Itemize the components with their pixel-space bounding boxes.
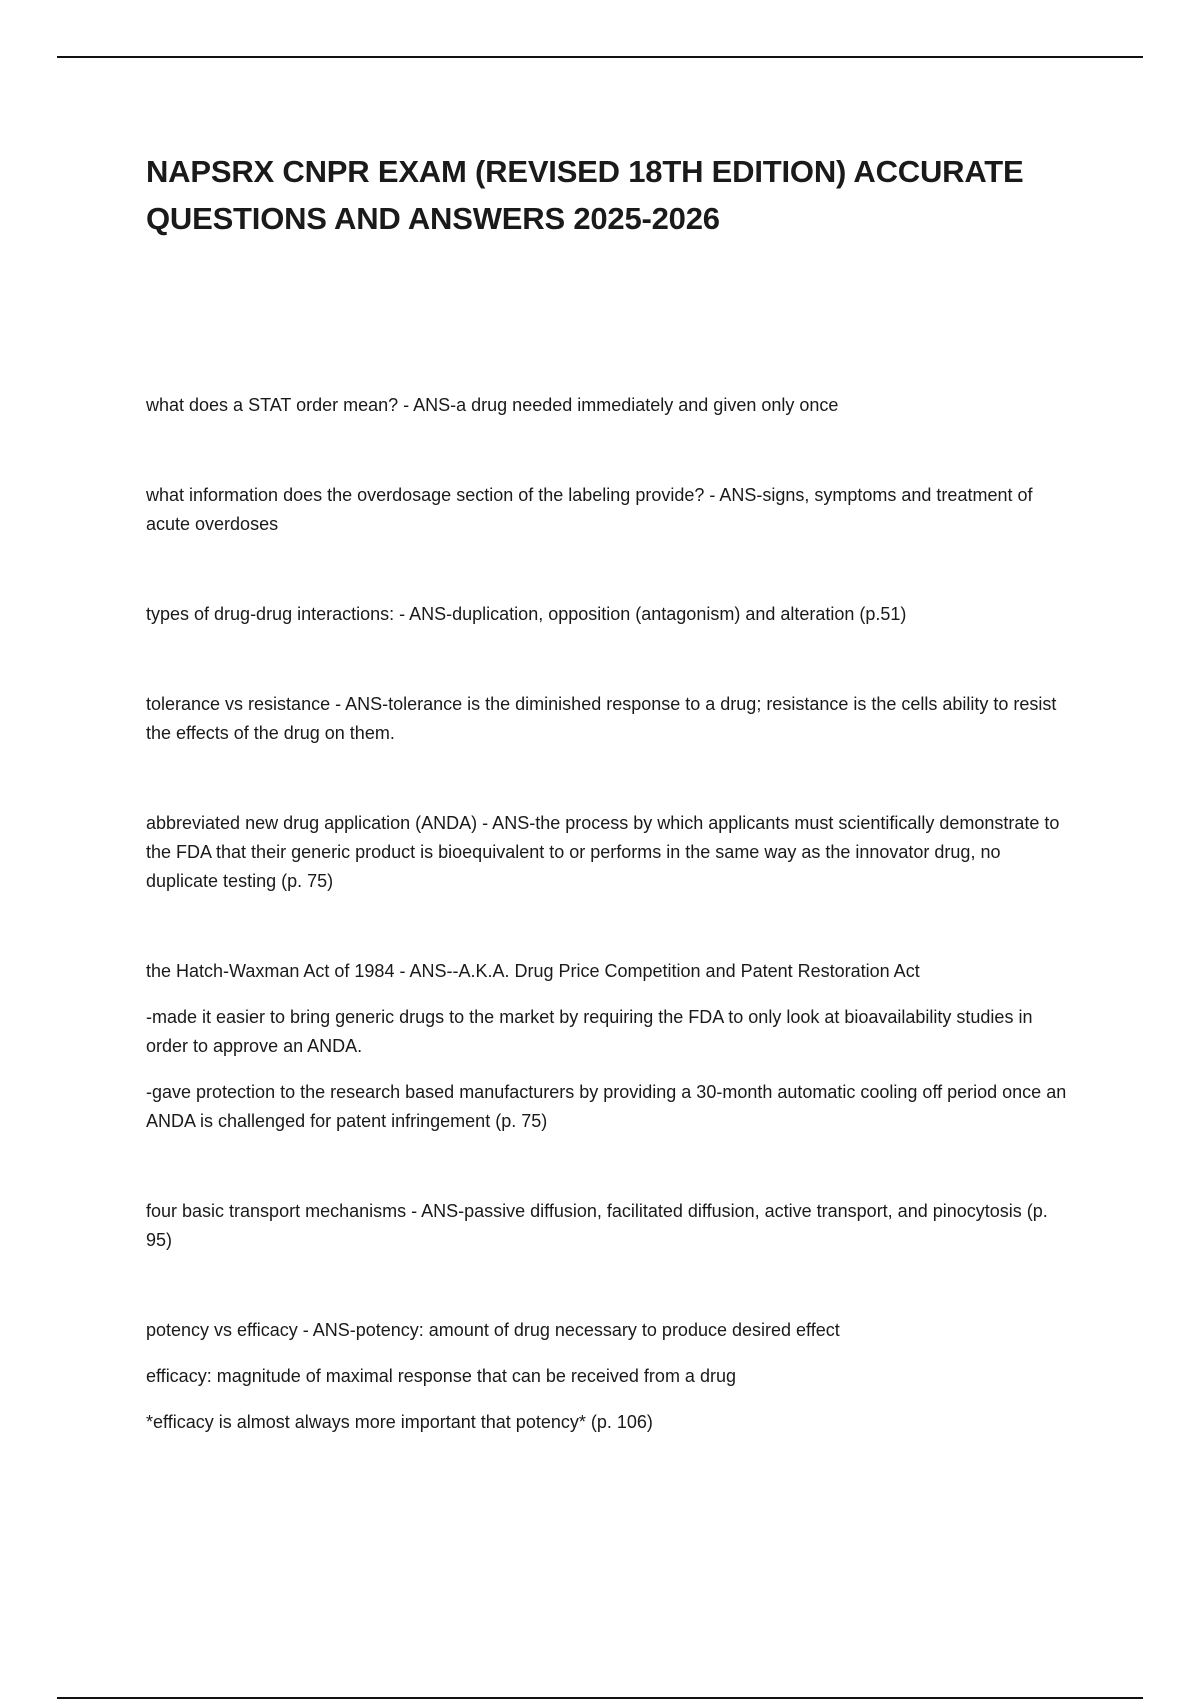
- qa-list: [146, 391, 1076, 1437]
- qa-item: [146, 1316, 1076, 1437]
- qa-text: types of drug-drug interactions: - ANS-duplication, opposition (antagonism) and alteration (p.51): [146, 604, 907, 624]
- title-line-2: QUESTIONS AND ANSWERS 2025-2026: [146, 201, 720, 236]
- qa-text: *efficacy is almost always more important that potency* (p. 106): [146, 1412, 653, 1432]
- qa-item: [146, 809, 1076, 896]
- qa-text: abbreviated new drug application (ANDA) - ANS-the process by which applicants must scientifically demonstrate to the FDA that their generic product is bioequivalent to or performs in the same way as the innovator drug, no duplicate testing (p. 75): [146, 813, 1060, 891]
- top-rule: [57, 56, 1143, 58]
- qa-item: [146, 690, 1076, 748]
- qa-text: -gave protection to the research based manufacturers by providing a 30-month automatic cooling off period once an ANDA is challenged for patent infringement (p. 75): [146, 1082, 1067, 1131]
- document-body: [146, 148, 1076, 1498]
- qa-item: [146, 1197, 1076, 1255]
- qa-text: potency vs efficacy - ANS-potency: amount of drug necessary to produce desired effect: [146, 1320, 840, 1340]
- qa-item: [146, 957, 1076, 1136]
- bottom-rule: [57, 1697, 1143, 1699]
- qa-item: [146, 391, 1076, 420]
- document-title: [146, 148, 1076, 242]
- qa-item: [146, 481, 1076, 539]
- qa-text: four basic transport mechanisms - ANS-passive diffusion, facilitated diffusion, active transport, and pinocytosis (p. 95): [146, 1201, 1048, 1250]
- qa-text: what information does the overdosage section of the labeling provide? - ANS-signs, symptoms and treatment of acute overdoses: [146, 485, 1033, 534]
- qa-item: [146, 600, 1076, 629]
- qa-text: tolerance vs resistance - ANS-tolerance is the diminished response to a drug; resistance is the cells ability to resist the effects of the drug on them.: [146, 694, 1057, 743]
- qa-text: -made it easier to bring generic drugs to the market by requiring the FDA to only look at bioavailability studies in order to approve an ANDA.: [146, 1007, 1033, 1056]
- qa-text: efficacy: magnitude of maximal response that can be received from a drug: [146, 1366, 736, 1386]
- qa-text: the Hatch-Waxman Act of 1984 - ANS--A.K.A. Drug Price Competition and Patent Restoration Act: [146, 961, 920, 981]
- qa-text: what does a STAT order mean? - ANS-a drug needed immediately and given only once: [146, 395, 839, 415]
- title-line-1: NAPSRX CNPR EXAM (REVISED 18TH EDITION) ACCURATE: [146, 154, 1024, 189]
